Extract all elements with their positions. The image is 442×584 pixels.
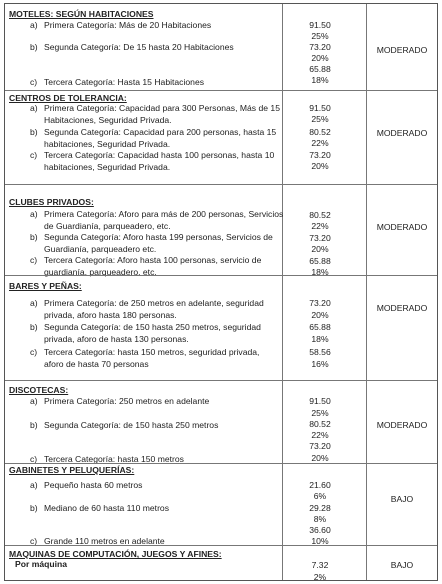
item-label: c) bbox=[30, 77, 38, 87]
value-cell: 10% bbox=[311, 536, 329, 546]
item-text: Tercera Categoría: Capacidad hasta 100 personas, hasta 10 bbox=[44, 150, 275, 160]
value-cell: 18% bbox=[311, 75, 329, 85]
value-cell: 22% bbox=[311, 430, 329, 440]
value-cell: 20% bbox=[311, 53, 329, 63]
item-label: b) bbox=[30, 232, 38, 242]
value-cell: 22% bbox=[311, 138, 329, 148]
section-heading: CENTROS DE TOLERANCIA: bbox=[9, 93, 127, 103]
item-label: c) bbox=[30, 454, 38, 464]
value-cell: 25% bbox=[311, 114, 329, 124]
value-cell: 20% bbox=[311, 161, 329, 171]
item-text: Guardianía, parqueadero etc. bbox=[44, 243, 157, 254]
item-text: aforo de hasta 70 personas bbox=[44, 358, 149, 369]
value-cell: 21.60 bbox=[309, 480, 331, 490]
item-label: a) bbox=[30, 20, 38, 30]
value-cell: 91.50 bbox=[309, 103, 331, 113]
item-label: b) bbox=[30, 420, 38, 430]
item-text: guardianía, parqueadero, etc. bbox=[44, 266, 157, 277]
risk-level: MODERADO bbox=[376, 303, 428, 313]
item-label: c) bbox=[30, 536, 38, 546]
value-cell: 22% bbox=[311, 221, 329, 231]
value-cell: 91.50 bbox=[309, 396, 331, 406]
item-text: Pequeño hasta 60 metros bbox=[44, 480, 143, 490]
value-cell: 73.20 bbox=[309, 42, 331, 52]
item-label: b) bbox=[30, 42, 38, 52]
value-cell: 18% bbox=[311, 267, 329, 277]
item-text: Primera Categoría: 250 metros en adelante bbox=[44, 396, 210, 406]
section-heading: CLUBES PRIVADOS: bbox=[9, 197, 94, 207]
item-label: c) bbox=[30, 150, 38, 160]
item-text: Habitaciones, Seguridad Privada. bbox=[44, 114, 172, 125]
value-cell: 36.60 bbox=[309, 525, 331, 535]
value-cell: 25% bbox=[311, 408, 329, 418]
value-cell: 65.88 bbox=[309, 256, 331, 266]
value-cell: 20% bbox=[311, 310, 329, 320]
section-row bbox=[5, 184, 437, 276]
item-text: Mediano de 60 hasta 110 metros bbox=[44, 503, 170, 513]
value-cell: 25% bbox=[311, 31, 329, 41]
item-label: a) bbox=[30, 103, 38, 113]
section-row bbox=[5, 4, 437, 90]
item-label: a) bbox=[30, 298, 38, 308]
item-label: a) bbox=[30, 209, 38, 219]
item-text: habitaciones, Seguridad Privada. bbox=[44, 161, 171, 172]
risk-level: BAJO bbox=[390, 560, 414, 570]
value-cell: 18% bbox=[311, 334, 329, 344]
value-cell: 58.56 bbox=[309, 347, 331, 357]
item-text: privada, aforo de hasta 130 personas. bbox=[44, 333, 189, 344]
section-heading: MAQUINAS DE COMPUTACIÓN, JUEGOS Y AFINES: bbox=[9, 549, 222, 559]
value-cell: 8% bbox=[313, 514, 327, 524]
value-cell: 80.52 bbox=[309, 210, 331, 220]
item-text: Segunda Categoría: de 150 hasta 250 metros bbox=[44, 420, 219, 430]
risk-level: MODERADO bbox=[376, 222, 428, 232]
value-cell: 80.52 bbox=[309, 419, 331, 429]
value-cell: 73.20 bbox=[309, 150, 331, 160]
section-heading: GABINETES Y PELUQUERÍAS: bbox=[9, 465, 135, 475]
section-row bbox=[5, 275, 437, 381]
item-text: Grande 110 metros en adelante bbox=[44, 536, 165, 546]
risk-level: BAJO bbox=[390, 494, 414, 504]
risk-level: MODERADO bbox=[376, 128, 428, 138]
section-heading: MOTELES: SEGÚN HABITACIONES bbox=[9, 9, 154, 19]
value-cell: 29.28 bbox=[309, 503, 331, 513]
value-cell: 73.20 bbox=[309, 233, 331, 243]
value-cell: 2% bbox=[313, 572, 327, 582]
value-cell: 65.88 bbox=[309, 64, 331, 74]
section-heading: BARES Y PEÑAS: bbox=[9, 281, 82, 291]
item-text: Tercera Categoría: hasta 150 metros, seguridad privada, bbox=[44, 347, 260, 357]
risk-level: MODERADO bbox=[376, 420, 428, 430]
section-row bbox=[5, 380, 437, 464]
item-text: Primera Categoría: Más de 20 Habitaciones bbox=[44, 20, 212, 30]
tariff-table bbox=[4, 3, 438, 581]
item-label: b) bbox=[30, 503, 38, 513]
item-text: Primera Categoría: Aforo para más de 200 personas, Servicios bbox=[44, 209, 284, 219]
value-cell: 16% bbox=[311, 359, 329, 369]
item-text: Segunda Categoría: Capacidad para 200 personas, hasta 15 bbox=[44, 127, 277, 137]
value-cell: 80.52 bbox=[309, 127, 331, 137]
section-row bbox=[5, 545, 437, 583]
item-text: Primera Categoría: de 250 metros en adelante, seguridad bbox=[44, 298, 264, 308]
item-text: Tercera Categoría: Hasta 15 Habitaciones bbox=[44, 77, 205, 87]
item-label: a) bbox=[30, 480, 38, 490]
value-cell: 65.88 bbox=[309, 322, 331, 332]
item-text: Segunda Categoría: de 150 hasta 250 metros, seguridad bbox=[44, 322, 261, 332]
item-text: Primera Categoría: Capacidad para 300 Personas, Más de 15 bbox=[44, 103, 280, 113]
item-text: Por máquina bbox=[15, 559, 68, 569]
item-text: Tercera Categoría: Aforo hasta 100 personas, servicio de bbox=[44, 255, 262, 265]
item-text: Segunda Categoría: De 15 hasta 20 Habitaciones bbox=[44, 42, 234, 52]
item-text: de Guardianía, parqueadero, etc. bbox=[44, 220, 171, 231]
item-label: b) bbox=[30, 127, 38, 137]
item-text: privada, aforo hasta 180 personas. bbox=[44, 309, 177, 320]
item-label: c) bbox=[30, 347, 38, 357]
value-cell: 91.50 bbox=[309, 20, 331, 30]
value-cell: 73.20 bbox=[309, 441, 331, 451]
item-text: Tercera Categoría: hasta 150 metros bbox=[44, 454, 184, 464]
section-row bbox=[5, 90, 437, 185]
item-text: Segunda Categoría: Aforo hasta 199 personas, Servicios de bbox=[44, 232, 273, 242]
value-cell: 6% bbox=[313, 491, 327, 501]
item-text: habitaciones, Seguridad Privada. bbox=[44, 138, 171, 149]
value-cell: 73.20 bbox=[309, 298, 331, 308]
value-cell: 20% bbox=[311, 244, 329, 254]
section-row bbox=[5, 463, 437, 546]
value-cell: 20% bbox=[311, 453, 329, 463]
value-cell: 7.32 bbox=[311, 560, 329, 570]
section-heading: DISCOTECAS: bbox=[9, 385, 69, 395]
item-label: a) bbox=[30, 396, 38, 406]
item-label: c) bbox=[30, 255, 38, 265]
risk-level: MODERADO bbox=[376, 45, 428, 55]
item-label: b) bbox=[30, 322, 38, 332]
